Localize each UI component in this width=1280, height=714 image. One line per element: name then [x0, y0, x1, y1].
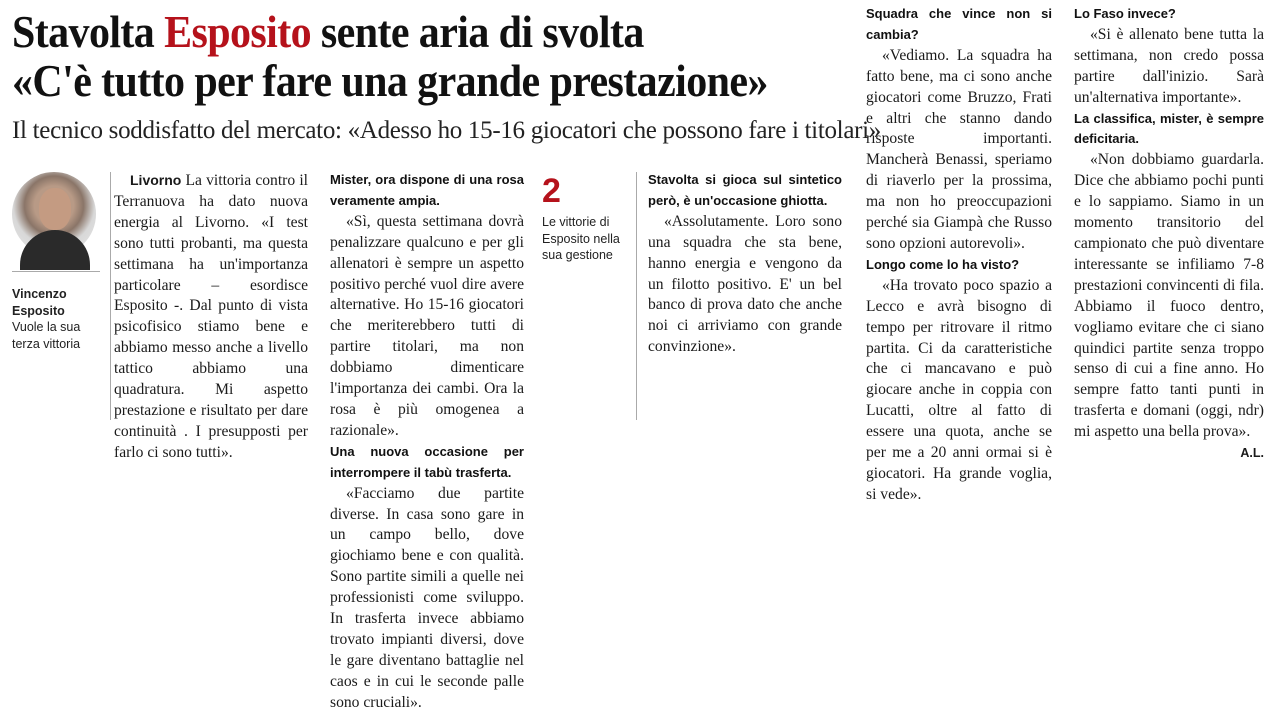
article-column-1: [114, 170, 308, 461]
signature-line: [1074, 443, 1264, 464]
caption-name-1: Vincenzo: [12, 287, 67, 301]
face-shape: [39, 188, 71, 230]
answer-6: «Si è allenato bene tutta la settimana, non credo possa partire dall'inizio. Sarà un'alternativa importante».: [1074, 25, 1264, 106]
headline-line2: «C'è tutto per fare una grande prestazione»: [12, 57, 768, 107]
question-2: Una nuova occasione per interrompere il tabù trasferta.: [330, 443, 524, 480]
column-rule-2: [636, 172, 637, 420]
caption-text: Vuole la sua terza vittoria: [12, 320, 81, 351]
question-7: La classifica, mister, è sempre deficitaria.: [1074, 110, 1264, 147]
highlight-text: Le vittorie di Esposito nella sua gestione: [542, 215, 620, 262]
headline-line1: [12, 8, 644, 58]
question-4: Squadra che vince non si cambia?: [866, 6, 1052, 42]
photo-caption: [12, 286, 102, 352]
question-6: Lo Faso invece?: [1074, 6, 1176, 21]
dateline-place: Livorno: [130, 172, 182, 188]
answer-1: «Sì, questa settimana dovrà penalizzare qualcuno e per gli allenatori è sempre un aspetto positivo perché vuol dire avere alternative. Ho 15-16 giocatori che meriterebbero tutti di partire titolari, ma non dobbiamo dimenticare l'importanza dei cambi. Ora la rosa è più omogenea a razionale».: [330, 212, 524, 439]
column-rule: [110, 172, 111, 420]
highlight-number: 2: [542, 172, 561, 210]
answer-7: «Non dobbiamo guardarla. Dice che abbiamo pochi punti e lo sappiamo. Siamo in un momento transitorio del campionato che può diventare interessante se infiliamo 7-8 prestazioni convincenti di fila. Abbiamo il fuoco dentro, vogliamo evitare che ci siano quindici partite senza troppo senso di cui a fine anno. Ho sempre fatto tanti punti in trasferta e domani (oggi, ndr) mi aspetto una bella prova».: [1074, 151, 1264, 441]
headline-part-before: Stavolta: [12, 8, 165, 58]
subheadline: Il tecnico soddisfatto del mercato: «Adesso ho 15-16 giocatori che possono fare i titolari»: [12, 117, 881, 144]
answer-4: «Vediamo. La squadra ha fatto bene, ma ci sono anche giocatori come Bruzzo, Frati e altri che stanno dando risposte importanti. Mancherà Benassi, speriamo di riaverlo per la prossima, ma non ho preoccupazioni perché sia Giampà che Russo sono opzioni autorevoli».: [866, 46, 1052, 252]
caption-name-2: Esposito: [12, 303, 65, 318]
headline-highlight: Esposito: [164, 8, 312, 58]
answer-3: «Assolutamente. Loro sono una squadra che sta bene, hanno energia e vengono da un filotto positivo. E' un bel banco di prova dato che anche noi ci arriviamo con grande convinzione».: [648, 212, 842, 356]
article-lead: [114, 170, 308, 464]
article-column-4: [866, 4, 1052, 503]
shirt-shape: [20, 230, 90, 270]
author-signature: A.L.: [1240, 446, 1264, 461]
question-5: Longo come lo ha visto?: [866, 256, 1020, 272]
headline-part-after: sente aria di svolta: [311, 8, 644, 58]
article-column-2: [330, 170, 524, 711]
caption-divider: [12, 271, 100, 272]
answer-5: «Ha trovato poco spazio a Lecco e avrà bisogno di tempo per ritrovare il ritmo partita. Ci da caratteristiche che ci mancavano e può giocare anche in coppia con Lucatti, oltre al fatto di essere una quota, anche se per me a 20 anni ormai si è giocatori. Ha grande voglia, si vede».: [866, 276, 1052, 503]
answer-2: «Facciamo due partite diverse. In casa sono gare in un campo bello, dove giochiamo bene e con qualità. Sono partite simili a quelle nei professionisti come sviluppo. In trasferta invece abbiamo trovato impianti diversi, dove le gare diventano battaglie nel caos e in cui le seconde palle sono cruciali».: [330, 484, 524, 711]
coach-photo: [12, 172, 96, 256]
question-3: Stavolta si gioca sul sintetico però, è un'occasione ghiotta.: [648, 172, 842, 208]
article-column-3: [648, 170, 842, 425]
article-column-5: [1074, 4, 1264, 461]
question-1: Mister, ora dispone di una rosa veramente ampia.: [330, 172, 524, 208]
article-paragraph-1: La vittoria contro il Terranuova ha dato nuova energia al Livorno. «I test sono tutti probanti, ma questa settimana ha un'importanza particolare – esordisce Esposito -. Dal punto di vista psicofisico stiamo bene e abbiamo messo anche a livello tattico abbiamo una quadratura. Mi aspetto prestazione e risultato per dare continuità . I presupposti per farlo ci sono tutti».: [114, 172, 308, 461]
